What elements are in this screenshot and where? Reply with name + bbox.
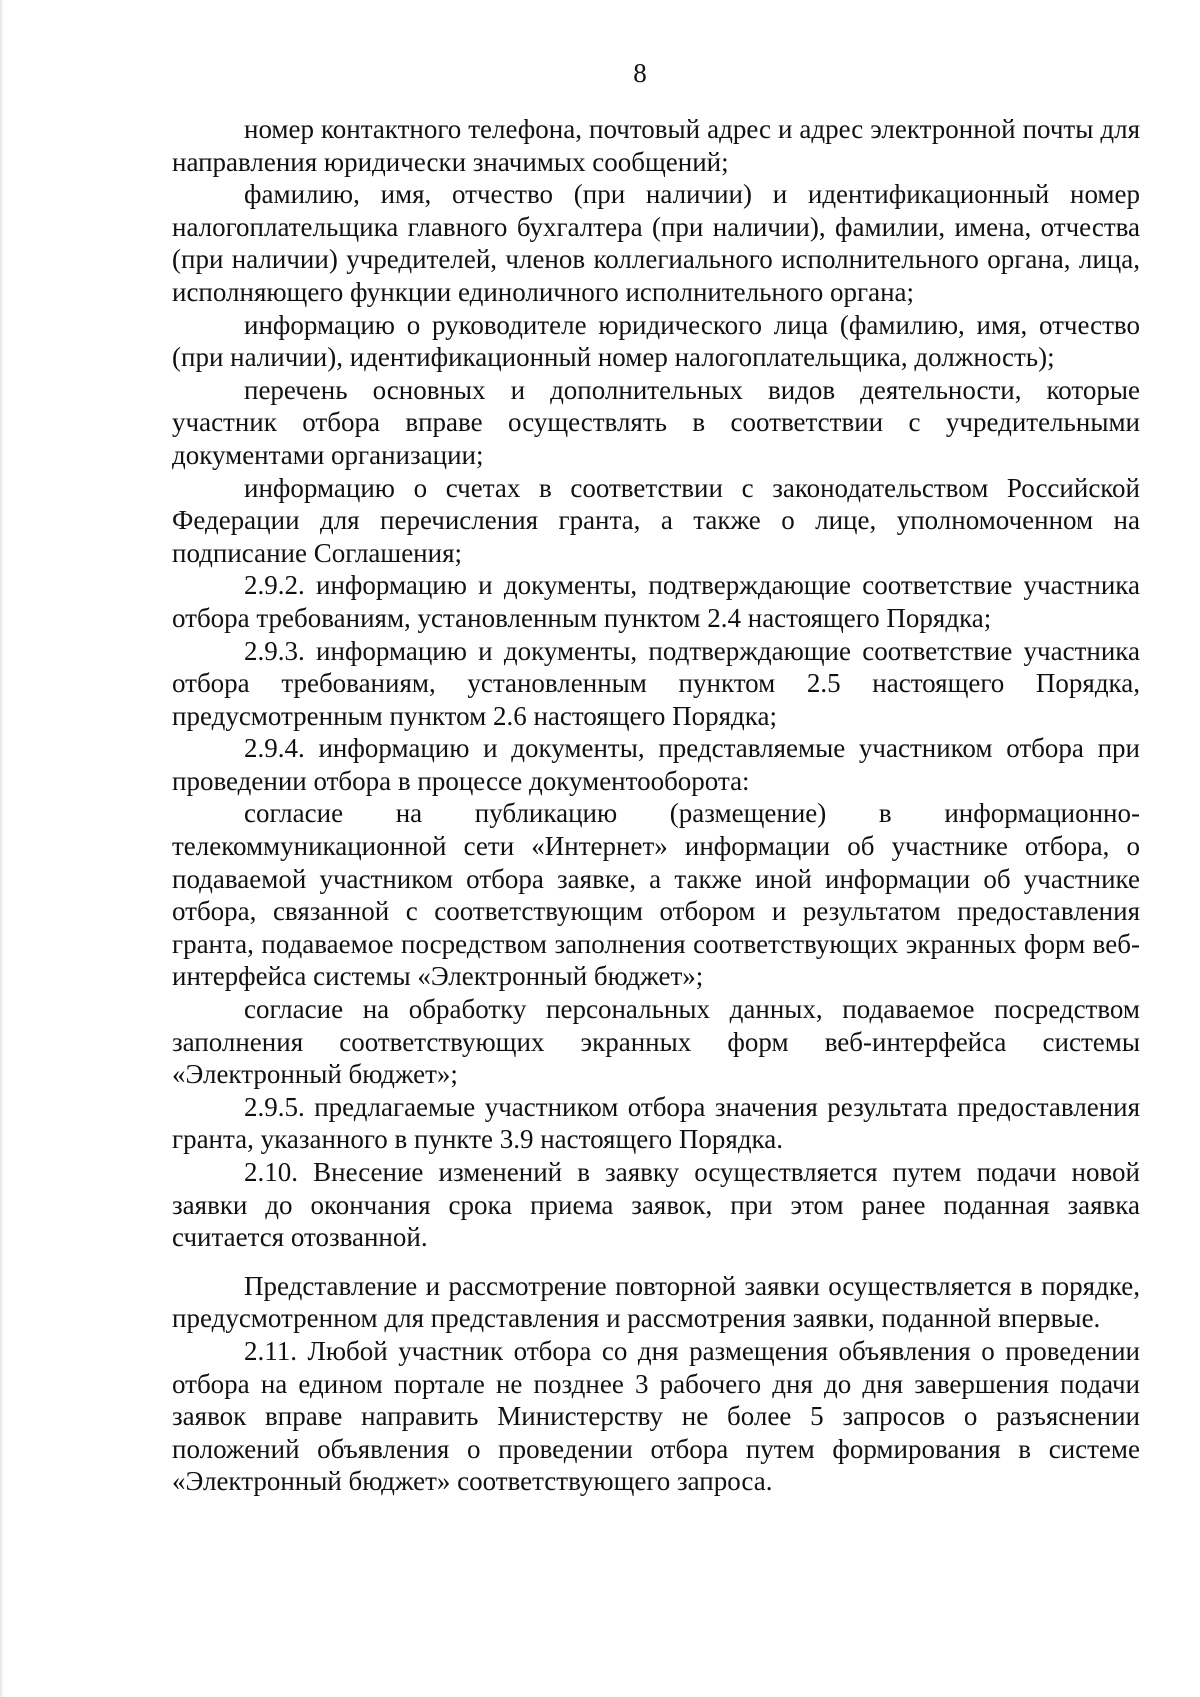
paragraph-2-10: 2.10. Внесение изменений в заявку осуществляется путем подачи новой заявки до окончания срока приема заявок, при этом ранее поданная заявка считается отозванной. <box>172 1157 1140 1253</box>
scan-edge <box>0 0 4 1697</box>
paragraph-activity-list: перечень основных и дополнительных видов деятельности, которые участник отбора вправе осуществлять в соответствии с учредительными документами организации; <box>172 374 1140 470</box>
paragraph-2-11: 2.11. Любой участник отбора со дня размещения объявления о проведении отбора на едином портале не позднее 3 рабочего дня до дня завершения подачи заявок вправе направить Министерству не более 5 запросов о разъяснении положений объявления о проведении отбора путем формирования в системе «Электронный бюджет» соответствующего запроса. <box>172 1335 1140 1497</box>
paragraph-publication-consent: согласие на публикацию (размещение) в информационно-телекоммуникационной сети «Интернет» информации об участнике отбора, о подаваемой участником отбора заявке, а также иной информации об участнике отбора, связанной с соответствующим отбором и результатом предоставления гранта, подаваемое посредством заполнения соответствующих экранных форм веб-интерфейса системы «Электронный бюджет»; <box>172 798 1140 992</box>
page-number: 8 <box>633 58 647 88</box>
paragraph-2-9-5: 2.9.5. предлагаемые участником отбора значения результата предоставления гранта, указанного в пункте 3.9 настоящего Порядка. <box>172 1091 1140 1155</box>
paragraph-contact-info: номер контактного телефона, почтовый адрес и адрес электронной почты для направления юридически значимых сообщений; <box>172 114 1140 177</box>
paragraph-2-9-4: 2.9.4. информацию и документы, представляемые участником отбора при проведении отбора в процессе документооборота: <box>172 733 1140 796</box>
document-body <box>172 113 1140 1498</box>
paragraph-2-9-2: 2.9.2. информацию и документы, подтверждающие соответствие участника отбора требованиям, установленным пунктом 2.4 настоящего Порядка; <box>172 570 1140 633</box>
paragraph-repeat-application: Представление и рассмотрение повторной заявки осуществляется в порядке, предусмотренном для представления и рассмотрения заявки, поданной впервые. <box>172 1270 1140 1334</box>
paragraph-2-9-3: 2.9.3. информацию и документы, подтверждающие соответствие участника отбора требованиям, установленным пунктом 2.5 настоящего Порядка, предусмотренным пунктом 2.6 настоящего Порядка; <box>172 635 1140 731</box>
paragraph-personal-data-consent: согласие на обработку персональных данных, подаваемое посредством заполнения соответствующих экранных форм веб-интерфейса системы «Электронный бюджет»; <box>172 994 1140 1090</box>
paragraph-accounts-info: информацию о счетах в соответствии с законодательством Российской Федерации для перечисления гранта, а также о лице, уполномоченном на подписание Соглашения; <box>172 472 1140 568</box>
paragraph-head-info: информацию о руководителе юридического лица (фамилию, имя, отчество (при наличии), идентификационный номер налогоплательщика, должность); <box>172 309 1140 373</box>
paragraph-chief-accountant: фамилию, имя, отчество (при наличии) и идентификационный номер налогоплательщика главного бухгалтера (при наличии), фамилии, имена, отчества (при наличии) учредителей, членов коллегиального исполнительного органа, лица, исполняющего функции единоличного исполнительного органа; <box>172 179 1140 307</box>
